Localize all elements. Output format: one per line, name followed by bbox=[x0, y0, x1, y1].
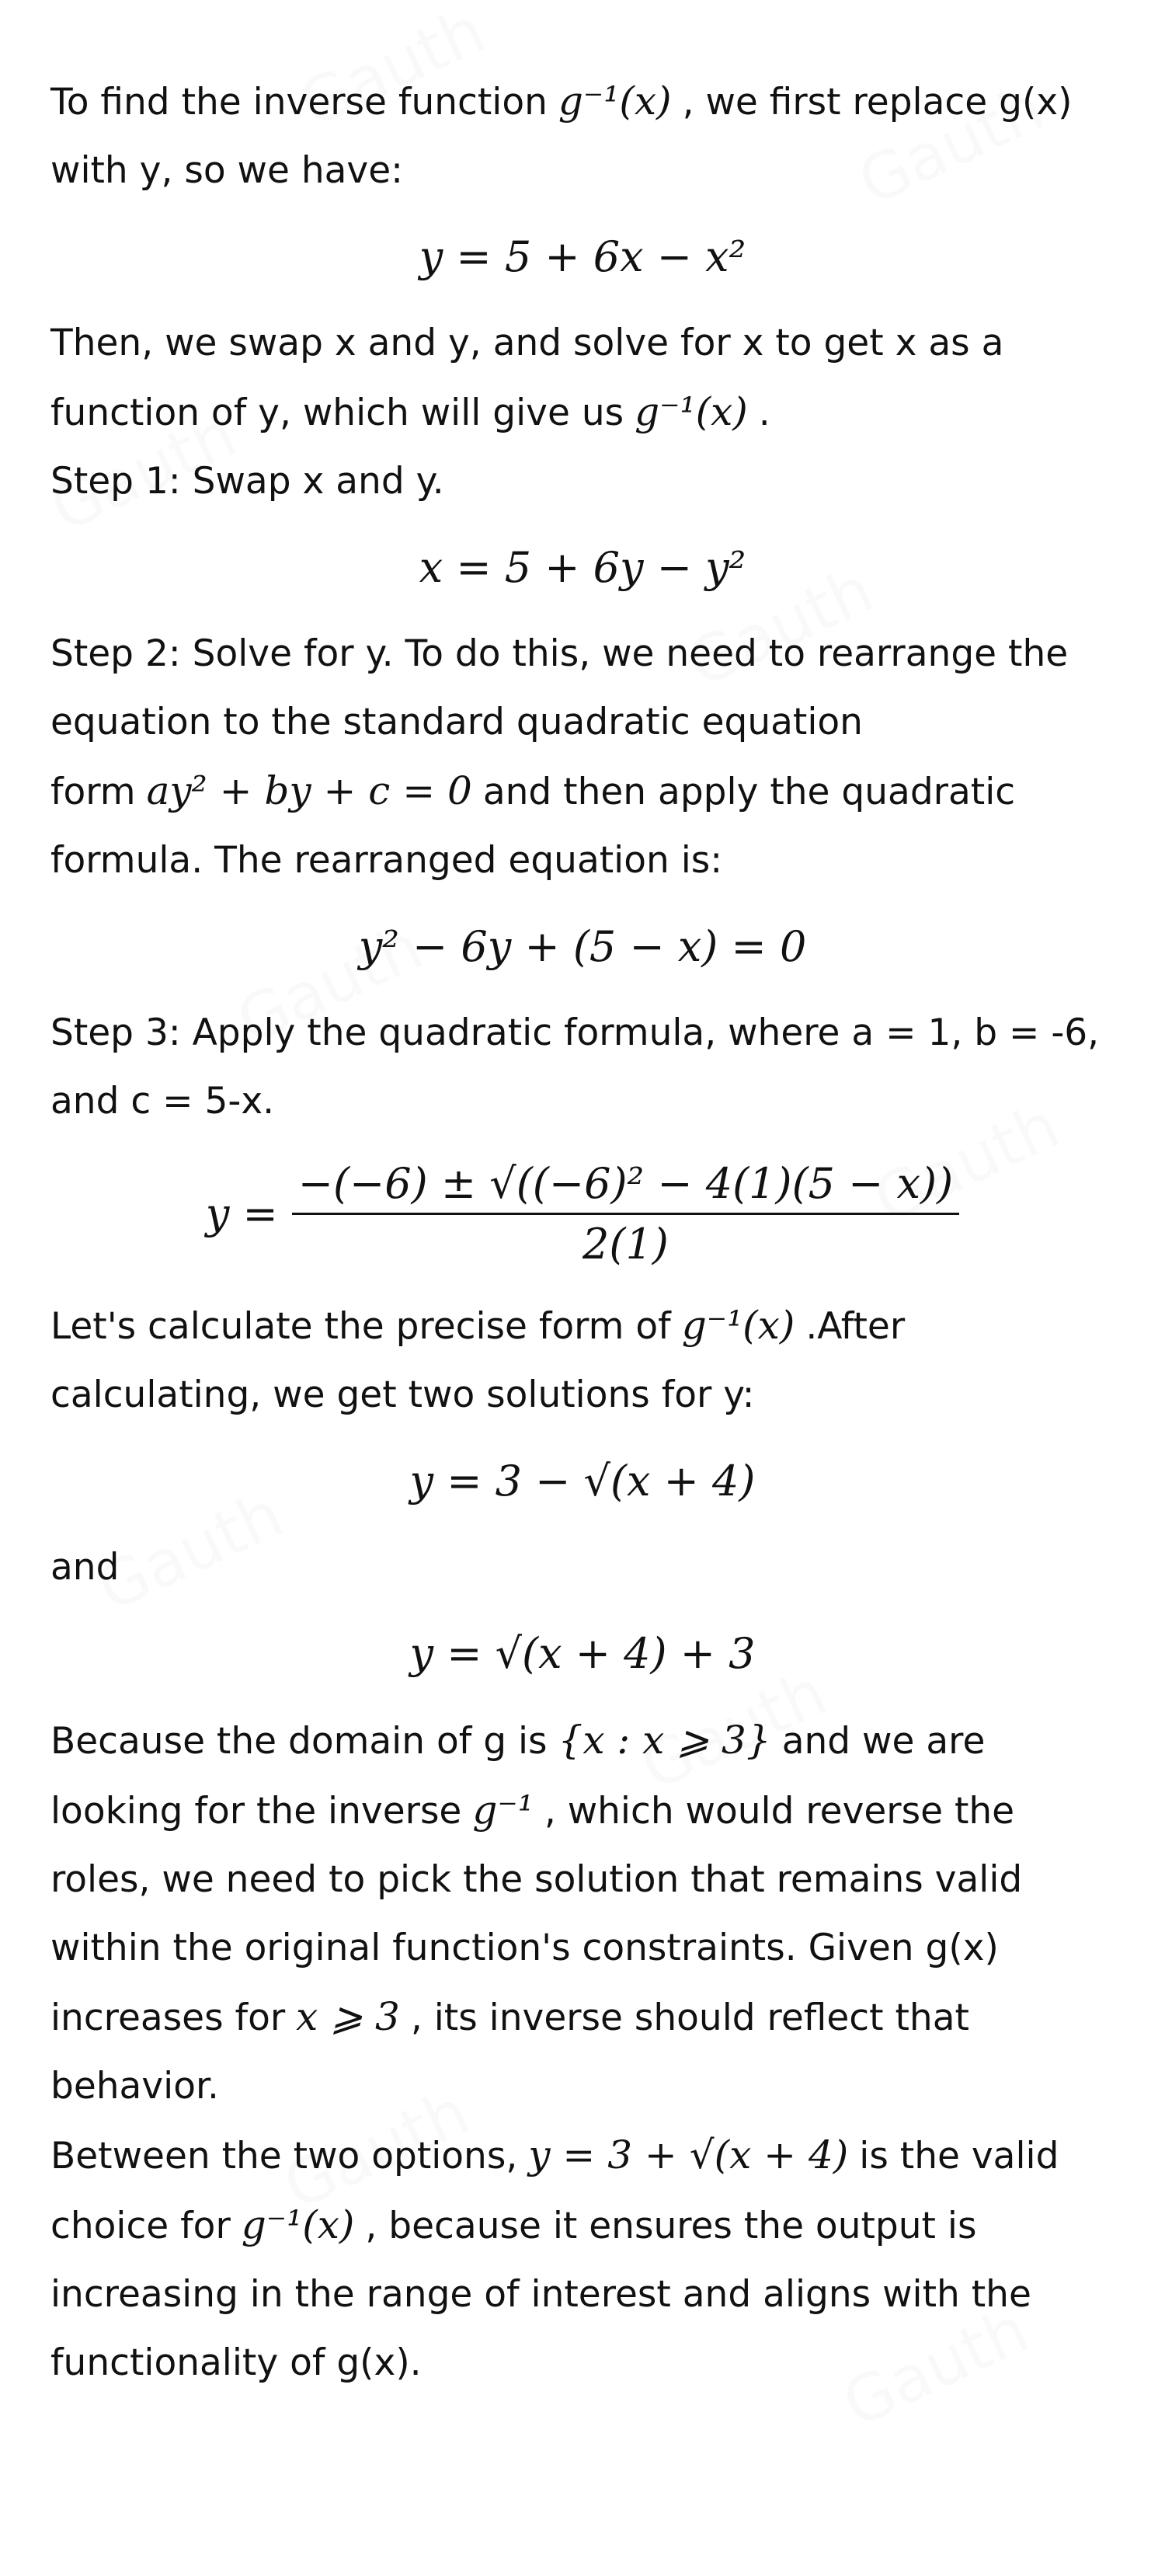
equation-1 bbox=[50, 205, 1115, 309]
text: , because it ensures the output is increasing in the range of interest and aligns with the functionality of g(x). bbox=[50, 2205, 1031, 2384]
equation-text: y² − 6y + (5 − x) = 0 bbox=[358, 922, 807, 971]
text: Because the domain of g is bbox=[50, 1720, 548, 1763]
text: Then, we swap x and y, and solve for x to get x as a function of y, which will give us bbox=[50, 322, 1004, 434]
text: and then apply the quadratic formula. The rearranged equation is: bbox=[50, 771, 1016, 882]
text: Let's calculate the precise form of bbox=[50, 1305, 671, 1348]
paragraph-calc bbox=[50, 1291, 1115, 1429]
inline-math: ay² + by + c = 0 bbox=[146, 768, 472, 813]
text: is the valid choice for bbox=[50, 2135, 1059, 2247]
paragraph-domain bbox=[50, 1706, 1115, 2121]
paragraph-intro bbox=[50, 67, 1115, 205]
text: and bbox=[50, 1546, 120, 1589]
inline-math: g⁻¹(x) bbox=[681, 1303, 795, 1348]
inline-math: g⁻¹(x) bbox=[558, 78, 672, 124]
text: To find the inverse function bbox=[50, 81, 548, 124]
text: Step 1: Swap x and y. bbox=[50, 460, 444, 503]
equation-text: x = 5 + 6y − y² bbox=[419, 543, 746, 592]
paragraph-swap bbox=[50, 309, 1115, 447]
text: , which would reverse the roles, we need to pick the solution that remains valid within the original function's constraints. Given g(x) increases for bbox=[50, 1790, 1023, 2039]
text: Step 2: Solve for y. To do this, we need to rearrange the equation to the standard quadratic equation form bbox=[50, 632, 1069, 813]
inline-math: {x : x ⩾ 3} bbox=[558, 1718, 771, 1763]
fraction bbox=[292, 1159, 959, 1269]
equation-2 bbox=[50, 516, 1115, 620]
text: Between the two options, bbox=[50, 2135, 518, 2177]
equation-text: y = √(x + 4) + 3 bbox=[409, 1629, 756, 1678]
equation-4 bbox=[50, 1136, 1115, 1291]
inline-math: g⁻¹(x) bbox=[635, 389, 748, 434]
inline-math: g⁻¹(x) bbox=[241, 2202, 355, 2247]
equation-text: y = 3 − √(x + 4) bbox=[409, 1457, 756, 1506]
paragraph-conclusion bbox=[50, 2121, 1115, 2397]
paragraph-and bbox=[50, 1533, 1115, 1602]
equation-6 bbox=[50, 1602, 1115, 1706]
paragraph-step-2 bbox=[50, 620, 1115, 895]
text: Step 3: Apply the quadratic formula, where a = 1, b = -6, and c = 5-x. bbox=[50, 1011, 1100, 1123]
text: , we first replace g(x) with y, so we have: bbox=[50, 81, 1073, 192]
text: .After calculating, we get two solutions for y: bbox=[50, 1305, 906, 1416]
equation-5 bbox=[50, 1429, 1115, 1533]
equation-lhs: y = bbox=[205, 1189, 278, 1238]
text: , its inverse should reflect that behavior. bbox=[50, 1996, 969, 2108]
paragraph-step-1 bbox=[50, 447, 1115, 516]
inline-math: x ⩾ 3 bbox=[296, 1994, 400, 2039]
equation-3 bbox=[50, 895, 1115, 999]
inline-math: g⁻¹ bbox=[472, 1788, 534, 1833]
equation-text: y = 5 + 6x − x² bbox=[419, 232, 746, 281]
fraction-numerator: −(−6) ± √((−6)² − 4(1)(5 − x)) bbox=[292, 1159, 959, 1215]
paragraph-step-3 bbox=[50, 999, 1115, 1136]
text: and we are looking for the inverse bbox=[50, 1720, 986, 1833]
fraction-denominator: 2(1) bbox=[582, 1219, 669, 1269]
inline-math: y = 3 + √(x + 4) bbox=[528, 2132, 849, 2177]
text: . bbox=[758, 392, 770, 434]
